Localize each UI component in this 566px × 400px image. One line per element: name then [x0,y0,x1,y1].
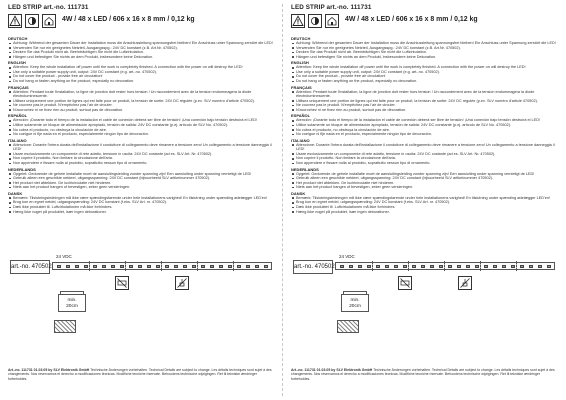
warning-icon [291,14,305,28]
list-item: Het product niet afdekken. De luchtcirculatie niet hinderen. [291,181,559,186]
list-item: Hängen und befestigen Sie nichts an dem Produkt, insbesondere keine Dekoration. [8,55,276,60]
list-item: Attenzione: Durante l'intera durata dell'installazione il conduttore di collegamento deve rimanere a tensione zero! Un collegamento a tensione danneggia il LED! [8,143,276,152]
led-chip [102,265,106,269]
cut-mark [89,261,90,271]
led-chip [529,265,533,269]
list-item: Hæng ikke noget på produktet, især ingen dekorationer. [8,210,276,215]
footer-article-ref: Art.-no. 111731 01.03.05 [8,368,48,372]
list-item: Use only a suitable power supply unit, output: 24V DC constant (e.g. art.-no. 470502). [8,70,276,75]
led-chip [219,265,223,269]
list-item: Attenzione: Durante l'intera durata dell'installazione il conduttore di collegamento deve rimanere a tensione zero! Un collegamento a tensione danneggia il LED! [291,143,559,152]
mounting-surface [337,320,359,333]
list-item: No cubra el producto, no obstruya la circulación de aire. [291,128,559,133]
installation-diagram [293,254,555,349]
product-specs: 4W / 48 x LED / 606 x 16 x 8 mm / 0,12 kg [345,16,478,23]
list-item: N'accrochez ni ne fixez rien au produit, surtout pas de décoration. [291,108,559,113]
warning-icon [8,14,22,28]
list-item: Hängen und befestigen Sie nichts an dem Produkt, insbesondere keine Dekoration. [291,55,559,60]
section-heading-it: ITALIANO [291,137,310,143]
led-chip [421,265,425,269]
voltage-label: 24 VDC [339,254,355,259]
section-heading-es: ESPAÑOL [8,113,28,119]
led-chip [466,265,470,269]
list-item: Decken Sie das Produkt nicht ab. Beeinträchtigen Sie nicht die Luftzirkulation. [291,50,559,55]
list-item: Non appendere e fissare nulla al prodotto, soprattutto nessun tipo di ornamento. [8,161,276,166]
section-heading-en: ENGLISH [291,60,309,66]
list-item: Achtung: Während der gesamten Dauer der Installation muss die Anschlussleitung spannungsfrei bleiben! Ein Anschluss unter Spannung zerstört die LED! [8,41,276,46]
footer-company: by SLV Elektronik GmbH [331,368,373,372]
led-chip [255,265,259,269]
led-chip [403,265,407,269]
led-chip [264,265,268,269]
led-chip [538,265,542,269]
list-item: Attention: Keep the whole installation off power until the work is completely finished. A connection with the power on will destroy the LED! [291,65,559,70]
section-heading-es: ESPAÑOL [291,113,311,119]
product-specs: 4W / 48 x LED / 606 x 16 x 8 mm / 0,12 kg [62,16,195,23]
list-item: Brug kun en egnet netdel, udgangsspænding: 24V DC konstant (f.eks. SLV Art. nr. 470502). [8,200,276,205]
led-chip [547,265,551,269]
min-value: 20cm [349,304,361,309]
list-item: Het product niet afdekken. De luchtcirculatie niet hinderen. [8,181,276,186]
list-item: Utilice solamente un bloque de alimentación apropiado, tensión de salida: 24V DC constante (p.ej. artículo de SLV No. 470502). [291,123,559,128]
list-item: Usare esclusivamente un componente di rete adatto, tensione in uscita: 24V DC costante (ad es. SLV Art. Nr. 470502). [8,152,276,157]
list-item: Do not hang or fasten anything on the product, especially no decoration. [291,79,559,84]
led-chip [111,265,115,269]
document-title: LED STRIP art.-no. 111731 [8,4,89,11]
list-item: Non coprire il prodotto. Non limitare la circolazione dell'aria. [291,156,559,161]
list-item: Verwenden Sie nur ein geeignetes Netzteil, Ausgangsspg.: 24V DC konstant (z.B. Art.Nr. 470502). [8,46,276,51]
list-item: Non coprire il prodotto. Non limitare la circolazione dell'aria. [8,156,276,161]
no-cover-icon [398,276,412,290]
led-chip [385,265,389,269]
led-chip [84,265,88,269]
list-item: Non appendere e fissare nulla al prodotto, soprattutto nessun tipo di ornamento. [291,161,559,166]
footer-disclaimer: Technische Änderungen vorbehalten. Technical Details are subject to change. Les détails techniques sont sujet à des changements. Nos reservamos el derecho a modificaciones técnicas. Modifiche tecniche riservate. Behoudens technische wijzigingen. Ret til tekniske ændringer forbeholdes. [291,368,555,381]
dimmable-icon [308,14,322,28]
list-item: Attention: Keep the whole installation off power until the work is completely finished. A connection with the power on will destroy the LED! [8,65,276,70]
list-item: Do not cover the product - provide free air circulation! [8,74,276,79]
no-cover-icon [115,276,129,290]
list-item: Utilisez uniquement une portion de lignes qui est faite pour ce produit, la tension de sortie: 24V DC régulée (p.ex. SLV numéro d'article 470502). [291,99,559,104]
led-chip [174,265,178,269]
led-chip [349,265,353,269]
document-title: LED STRIP art.-no. 111731 [291,4,372,11]
cut-mark [161,261,162,271]
led-chip [120,265,124,269]
list-item: Verwenden Sie nur ein geeignetes Netzteil, Ausgangsspg.: 24V DC konstant (z.B. Art.Nr. 470502). [291,46,559,51]
icon-row [8,14,276,30]
led-chip [147,265,151,269]
list-item: Dæk ikke produktet til. Luftcirkulationen må ikke forhindres. [291,205,559,210]
led-chip [156,265,160,269]
led-chip [57,265,61,269]
section-heading-it: ITALIANO [8,137,27,143]
min-label: min. [350,298,360,303]
list-item: Brug kun en egnet netdel, udgangsspænding: 24V DC konstant (f.eks. SLV Art. nr. 470502). [291,200,559,205]
list-item: Atención: ¡Durante todo el tiempo de la instalación el cable de conexión deberá ser libre de tensión! ¡Una conexión bajo tensión destruirá el LED! [8,118,276,123]
list-item: Opgelet: Gedurende de gehele installatie moet de aansluitingsleiding zonder spanning zijn! Een aansluiting onder spanning vernietigt de LED! [291,172,559,177]
dimmable-icon [25,14,39,28]
cut-mark [233,261,234,271]
section-heading-fr: FRANÇAIS [8,84,29,90]
led-chip [358,265,362,269]
power-supply-label: art.-no. 470502 [293,260,333,274]
cut-mark [125,261,126,271]
led-chip [210,265,214,269]
mounting-icons [115,276,235,290]
section-heading-de: DEUTSCH [291,36,311,41]
footer [8,368,276,381]
list-item: Decken Sie das Produkt nicht ab. Beeinträchtigen Sie nicht die Luftzirkulation. [8,50,276,55]
led-chip [340,265,344,269]
led-chip [412,265,416,269]
list-item: Ne couvrez pas le produit. N'empêchez pas l'air de circuler. [291,103,559,108]
footer-disclaimer: Technische Änderungen vorbehalten. Technical Details are subject to change. Les détails techniques sont sujet à des changements. Nos reservamos el derecho a modificaciones técnicas. Modifiche tecniche riservate. Behoudens technische wijzigingen. Ret til tekniske ændringer forbeholdes. [8,368,272,381]
instructions-body [8,35,276,247]
led-chip [183,265,187,269]
led-chip [484,265,488,269]
voltage-label: 24 VDC [56,254,72,259]
led-chip [448,265,452,269]
indoor-use-icon [42,14,56,28]
instruction-sheet-right [291,4,559,396]
list-item: Opgelet: Gedurende de gehele installatie moet de aansluitingsleiding zonder spanning zijn! Een aansluiting onder spanning vernietigt de LED! [8,172,276,177]
cut-mark [372,261,373,271]
led-chip [502,265,506,269]
section-heading-nl: NEDERLANDS [291,166,319,172]
no-hang-icon [175,276,189,290]
mounting-surface [54,320,76,333]
led-chip [138,265,142,269]
list-item: Bemærk: Tilslutningsledningen må ikke være spændingsførende under hele installationens varighed! En tilslutning under spænding ødelægger LED'en! [8,196,276,201]
section-heading-fr: FRANÇAIS [291,84,312,90]
list-item: Bemærk: Tilslutningsledningen må ikke være spændingsførende under hele installationens varighed! En tilslutning under spænding ødelægger LED'en! [291,196,559,201]
indoor-use-icon [325,14,339,28]
cut-mark [516,261,517,271]
led-chip [246,265,250,269]
led-chip [493,265,497,269]
led-chip [376,265,380,269]
led-chip [439,265,443,269]
section-heading-dk: DANSK [291,190,306,196]
led-chip [201,265,205,269]
led-chip [520,265,524,269]
list-item: Attention: Pendant toute l'installation, la ligne de jonction doit rester hors tension ! Un raccordement avec de la tension endommagera la diode électroluminescente. [8,90,276,99]
min-distance-box [341,294,369,312]
instructions-body [291,35,559,247]
footer-article-ref: Art.-no. 111731 01.03.05 [291,368,331,372]
led-strip-drawing [52,262,272,270]
led-chip [129,265,133,269]
instruction-sheet-left [8,4,276,396]
led-chip [228,265,232,269]
led-strip-drawing [335,262,555,270]
list-item: Ne couvrez pas le produit. N'empêchez pas l'air de circuler. [8,103,276,108]
led-chip [511,265,515,269]
led-chip [394,265,398,269]
led-chip [192,265,196,269]
cut-mark [197,261,198,271]
no-hang-icon [458,276,472,290]
power-supply-label: art.-no. 470502 [10,260,50,274]
min-label: min. [67,298,77,303]
list-item: Niets aan het product hangen of bevestigen, zeker geen versieringen. [291,185,559,190]
list-item: Achtung: Während der gesamten Dauer der Installation muss die Anschlussleitung spannungsfrei bleiben! Ein Anschluss unter Spannung zerstört die LED! [291,41,559,46]
cut-mark [444,261,445,271]
installation-diagram [10,254,272,349]
section-heading-dk: DANSK [8,190,23,196]
cut-line [282,4,283,396]
section-heading-de: DEUTSCH [8,36,28,41]
led-chip [457,265,461,269]
led-chip [93,265,97,269]
icon-row [291,14,559,30]
section-heading-en: ENGLISH [8,60,26,66]
list-item: Attention: Pendant toute l'installation, la ligne de jonction doit rester hors tension ! Un raccordement avec de la tension endommagera la diode électroluminescente. [291,90,559,99]
mounting-icons [398,276,518,290]
led-chip [75,265,79,269]
list-item: No cuelgue ni fije nada en el producto, especialmente ningún tipo de decoración. [8,132,276,137]
led-chip [165,265,169,269]
list-item: Use only a suitable power supply unit, output: 24V DC constant (e.g. art.-no. 470502). [291,70,559,75]
min-value: 20cm [66,304,78,309]
list-item: No cubra el producto, no obstruya la circulación de aire. [8,128,276,133]
list-item: Gebruik alleen een geschikte netdeel, uitgangsspanning: 24V DC constant (bijvoorbeeld SLV artikelnummer 470502). [291,176,559,181]
list-item: Atención: ¡Durante todo el tiempo de la instalación el cable de conexión deberá ser libre de tensión! ¡Una conexión bajo tensión destruirá el LED! [291,118,559,123]
led-chip [475,265,479,269]
list-item: Gebruik alleen een geschikte netdeel, uitgangsspanning: 24V DC constant (bijvoorbeeld SLV artikelnummer 470502). [8,176,276,181]
cut-mark [480,261,481,271]
list-item: Do not cover the product - provide free air circulation! [291,74,559,79]
list-item: Hæng ikke noget på produktet, især ingen dekorationer. [291,210,559,215]
cut-mark [408,261,409,271]
list-item: Do not hang or fasten anything on the product, especially no decoration. [8,79,276,84]
list-item: No cuelgue ni fije nada en el producto, especialmente ningún tipo de decoración. [291,132,559,137]
led-chip [430,265,434,269]
list-item: Utilisez uniquement une portion de lignes qui est faite pour ce produit, la tension de sortie: 24V DC régulée (p.ex. SLV numéro d'article 470502). [8,99,276,104]
list-item: Usare esclusivamente un componente di rete adatto, tensione in uscita: 24V DC costante (ad es. SLV Art. Nr. 470502). [291,152,559,157]
footer [291,368,559,381]
min-distance-box [58,294,86,312]
list-item: Dæk ikke produktet til. Luftcirkulationen må ikke forhindres. [8,205,276,210]
list-item: Utilice solamente un bloque de alimentación apropiado, tensión de salida: 24V DC constante (p.ej. artículo de SLV No. 470502). [8,123,276,128]
list-item: N'accrochez ni ne fixez rien au produit, surtout pas de décoration. [8,108,276,113]
list-item: Niets aan het product hangen of bevestigen, zeker geen versieringen. [8,185,276,190]
section-heading-nl: NEDERLANDS [8,166,36,172]
led-chip [237,265,241,269]
led-chip [66,265,70,269]
footer-company: by SLV Elektronik GmbH [48,368,90,372]
led-chip [367,265,371,269]
